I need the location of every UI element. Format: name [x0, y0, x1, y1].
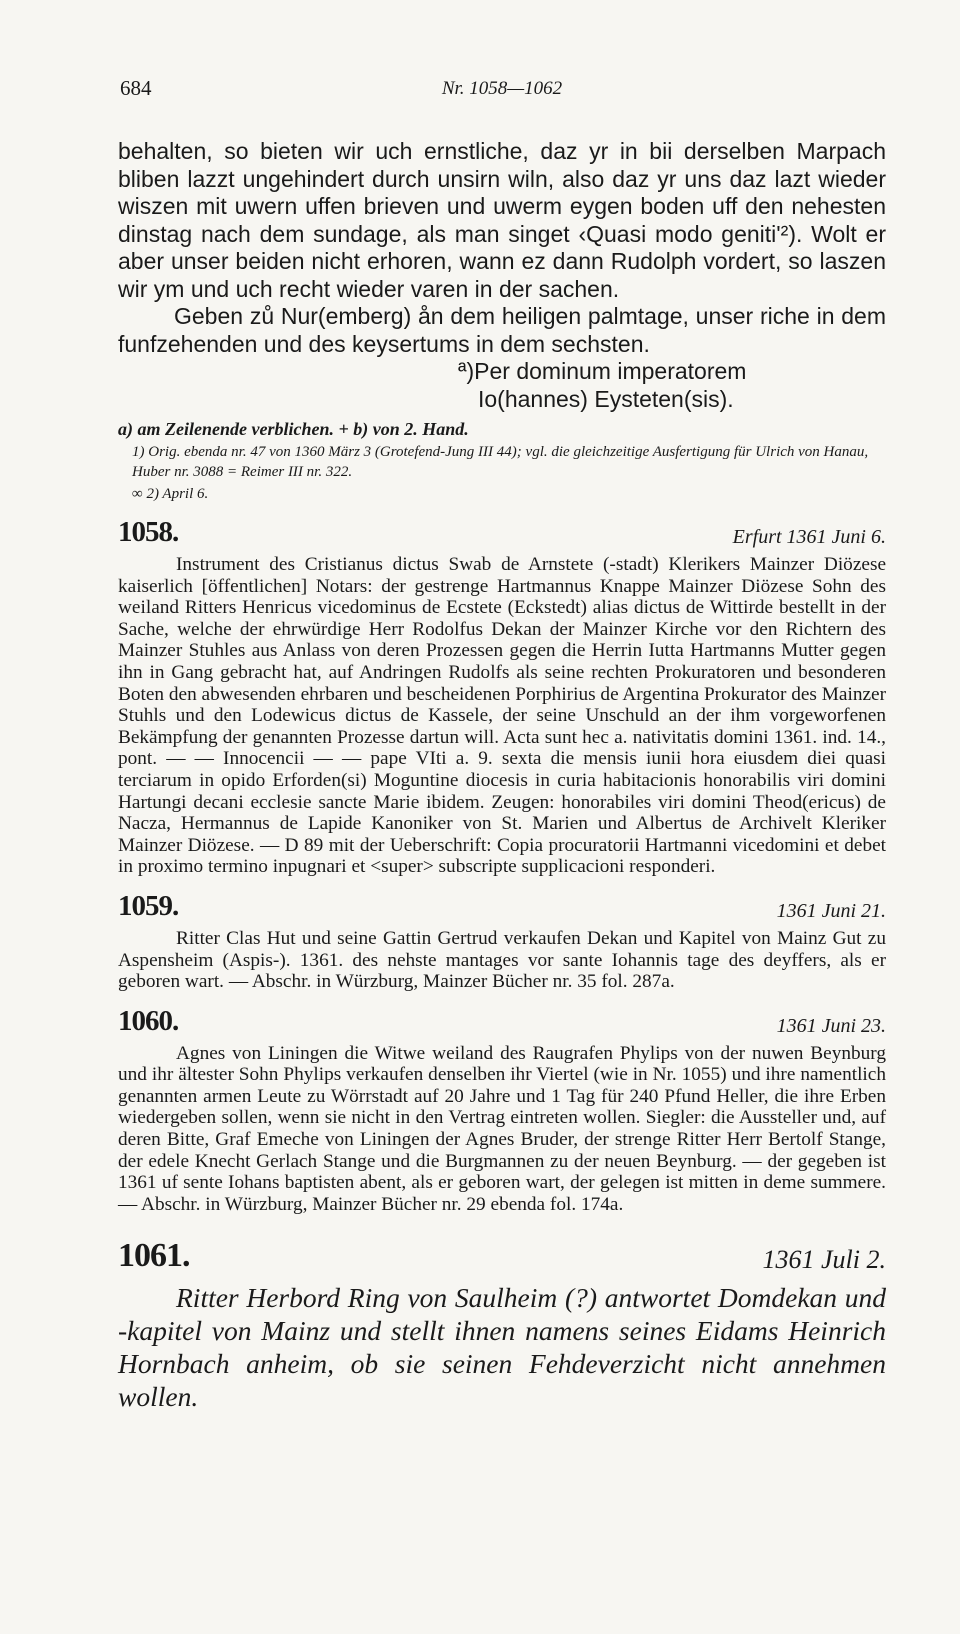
entry-heading: [118, 516, 886, 554]
entry-heading: [118, 890, 886, 928]
footnote-2: ∞ 2) April 6.: [132, 486, 209, 502]
entry-number: 1059.: [118, 889, 179, 922]
entry-1060: [118, 1005, 886, 1216]
regest-text: Agnes von Liningen die Witwe weiland des Raugrafen Phylips von der nuwen Beynburg und ihr ältester Sohn Phylips verkaufen denselben ihr Viertel (wie in Nr. 1055) und ihre namentlich genannten armen Leute zu Wörrstadt auf 20 Jahre und 1 Tag für 240 Pfund Heller, die ihre Erben wiedergeben sollen, wenn sie nicht in den Vertrag eintreten wollen. Siegler: die Aussteller und, auf deren Bitte, Graf Emeche von Liningen der Agnes Bruder, der strenge Ritter Herr Bertolf Stange, der edele Knecht Gerlach Stange und die Burgmannen zu der neuen Beynburg. — der gegeben ist 1361 uf sente Iohans baptisten abent, als er geboren wart, der gelegen ist mitten in deme summere. — Abschr. in Würzburg, Mainzer Bücher nr. 29 ebenda fol. 174a.: [118, 1042, 886, 1215]
carryover-text: [118, 138, 886, 413]
text-apparatus-note: a) am Zeilenende verblichen. + b) von 2. Hand.: [118, 419, 469, 439]
entry-date: Erfurt 1361 Juni 6.: [732, 526, 886, 548]
carryover-paragraph: behalten, so bieten wir uch ernstliche, daz yr in bii derselben Marpach bliben lazzt ungehindert durch unsirn wiln, also daz yr uns daz lazt wieder wiszen mit uwern uffen brieven und uwerm eygen boden uff den nehesten dinstag nach dem sundage, als man singet ‹Quasi modo geniti'²). Wolt er aber unser beiden nicht erhoren, wann ez dann Rudolph vordert, so laszen wir ym und uch recht wieder varen in der sachen.: [118, 138, 886, 302]
chancery-note-line1: ª)Per dominum imperatorem: [458, 358, 747, 384]
entry-date: 1361 Juli 2.: [762, 1245, 886, 1275]
page-header: [118, 74, 886, 114]
entry-heading: [118, 1237, 886, 1281]
entry-1059: [118, 890, 886, 993]
entry-1058: [118, 516, 886, 878]
entry-number: 1058.: [118, 516, 179, 548]
chancery-note-line2: Io(hannes) Eysteten(sis).: [478, 385, 734, 412]
regest-text: Ritter Herbord Ring von Saulheim (?) antwortet Domdekan und -kapitel von Mainz und stellt ihnen namens seines Eidams Heinrich Hornbach anheim, ob sie seinen Fehdeverzicht nicht annehmen wollen.: [118, 1282, 886, 1413]
entry-number: 1061.: [118, 1237, 190, 1275]
running-head: Nr. 1058—1062: [441, 78, 563, 99]
regest-text: Instrument des Cristianus dictus Swab de Arnstete (-stadt) Klerikers Mainzer Diözese kaiserlich [öffentlichen] Notars: der gestrenge Hartmannus Knappe Mainzer Diözese Sohn des weiland Ritters Henricus vicedominus de Ecstete (Eckstedt) alias dictus de Wittirde bestellt in der Sache, welche der ehrwürdige Herr Rodolfus Dekan der Mainzer Kirche vor den Richtern des Mainzer Stuhles aus Anlass von deren Prozessen gegen die Herrin Iutta Hartmanns Mutter gegen ihn in Gang gebracht hat, auf Andringen Rudolfs als seine rechten Prokuratoren und besonderen Boten den abwesenden ehrbaren und bescheidenen Porphirius de Argentina Prokurator des Mainzer Stuhls und den Lodewicus dictus de Kassele, der seine Unschuld an der ihm vorgeworfenen Bekämpfung der genannten Prozesse dartun will. Acta sunt hec a. nativitatis domini 1361. ind. 14., pont. — — Innocencii — — pape VIti a. 9. sexta die mensis iunii hora eiusdem diei quasi terciarum in opido Erforden(si) Moguntine diocesis in curia habitacionis honorabilis viri domini Hartungi decani ecclesie sancte Marie ibidem. Zeugen: honorabiles viri domini Theod(ericus) de Nacza, Hermannus de Lapide Kanoniker von St. Marien und Albertus de Archivelt Kleriker Mainzer Diözese. — D 89 mit der Ueberschrift: Copia procuratorii Hartmanni vicedomini et debet in proximo termino inpugnari et <super> subscripte supplicacioni responderi.: [118, 554, 886, 878]
entry-date: 1361 Juni 23.: [776, 1014, 886, 1037]
entry-date: 1361 Juni 21.: [776, 899, 886, 922]
entry-heading: [118, 1005, 886, 1043]
dating-paragraph: Geben zů Nur(emberg) ån dem heiligen palmtage, unser riche in dem funfzehenden und des keysertums in dem sechsten.: [118, 303, 886, 357]
footnote-1: 1) Orig. ebenda nr. 47 von 1360 März 3 (Grotefend-Jung III 44); vgl. die gleichzeitige Ausfertigung für Ulrich von Hanau, Huber nr. 3088 = Reimer III nr. 322.: [132, 444, 869, 480]
page-number: 684: [120, 76, 152, 100]
entry-1061: [118, 1237, 886, 1413]
document-page: [118, 74, 886, 1413]
entry-number: 1060.: [118, 1004, 179, 1037]
regest-text: Ritter Clas Hut und seine Gattin Gertrud verkaufen Dekan und Kapitel von Mainz Gut zu Aspensheim (Aspis-). 1361. des nehste mantages vor sante Iohannis tage des deyffers, als er geboren wart. — Abschr. in Würzburg, Mainzer Bücher nr. 35 fol. 287a.: [118, 927, 886, 993]
